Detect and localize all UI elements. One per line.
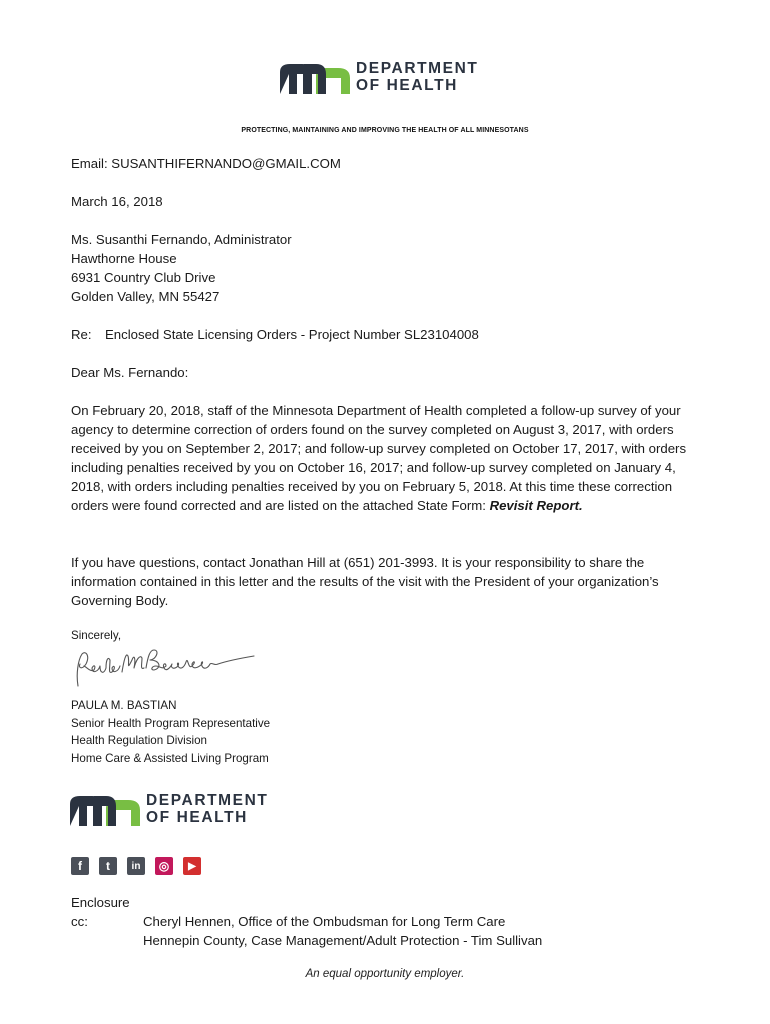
body-paragraph-2: If you have questions, contact Jonathan Hill at (651) 201-3993. It is your responsibility to share the information contained in this letter and the results of the visit with the President of your organization’s Governing Body. bbox=[71, 555, 659, 608]
cc-label: cc: bbox=[71, 914, 88, 929]
signer-program: Home Care & Assisted Living Program bbox=[71, 751, 269, 765]
re-text: Enclosed State Licensing Orders - Project Number SL23104008 bbox=[105, 327, 479, 342]
linkedin-icon[interactable]: in bbox=[127, 857, 145, 875]
signer-title: Senior Health Program Representative bbox=[71, 716, 271, 730]
signer-name: PAULA M. BASTIAN bbox=[71, 699, 177, 712]
subject-line bbox=[71, 325, 479, 344]
footer-equal-opportunity: An equal opportunity employer. bbox=[305, 968, 465, 980]
mdh-logo-bottom bbox=[70, 790, 280, 832]
enclosure-note: Enclosure bbox=[71, 895, 130, 910]
department-of-health-wordmark: DEPARTMENT OF HEALTH bbox=[356, 60, 479, 94]
email-line: Email: SUSANTHIFERNANDO@GMAIL.COM bbox=[71, 156, 341, 171]
closing: Sincerely, bbox=[71, 629, 122, 642]
mdh-logo-top bbox=[280, 58, 490, 100]
signature-image bbox=[70, 646, 260, 696]
cc-recipient-1: Cheryl Hennen, Office of the Ombudsman for Long Term Care bbox=[143, 914, 506, 929]
cc-line-2 bbox=[71, 931, 542, 950]
recipient-org: Hawthorne House bbox=[71, 251, 177, 266]
twitter-icon[interactable]: t bbox=[99, 857, 117, 875]
signer-division: Health Regulation Division bbox=[71, 734, 207, 747]
youtube-icon[interactable]: ▶ bbox=[183, 857, 201, 875]
body-paragraph-1: On February 20, 2018, staff of the Minnesota Department of Health completed a follow-up survey of your agency to determine correction of orders found on the survey completed on August 3, 2017, with orders received by you on September 2, 2017; and follow-up survey completed on October 17, 2017, with orders including penalties received by you on October 16, 2017; and follow-up survey completed on January 4, 2018, with orders including penalties received by you on February 5, 2018. At this time these correction orders were found corrected and are listed on the attached State Form: Revisit Report. bbox=[71, 403, 687, 513]
social-links bbox=[71, 857, 201, 875]
letter-date: March 16, 2018 bbox=[71, 194, 163, 209]
department-of-health-wordmark: DEPARTMENT OF HEALTH bbox=[146, 792, 269, 826]
cc-line-1 bbox=[71, 912, 505, 931]
cc-recipient-2: Hennepin County, Case Management/Adult Protection - Tim Sullivan bbox=[143, 933, 543, 948]
facebook-icon[interactable]: f bbox=[71, 857, 89, 875]
salutation: Dear Ms. Fernando: bbox=[71, 365, 189, 380]
recipient-name: Ms. Susanthi Fernando, Administrator bbox=[71, 232, 292, 247]
re-label: Re: bbox=[71, 327, 92, 342]
tagline: PROTECTING, MAINTAINING AND IMPROVING THE HEALTH OF ALL MINNESOTANS bbox=[241, 127, 529, 134]
mn-logo-icon bbox=[280, 62, 352, 94]
recipient-city: Golden Valley, MN 55427 bbox=[71, 289, 220, 304]
recipient-street: 6931 Country Club Drive bbox=[71, 270, 216, 285]
instagram-icon[interactable]: ◎ bbox=[155, 857, 173, 875]
mn-logo-icon bbox=[70, 794, 142, 826]
revisit-report-emphasis: Revisit Report. bbox=[489, 498, 583, 513]
